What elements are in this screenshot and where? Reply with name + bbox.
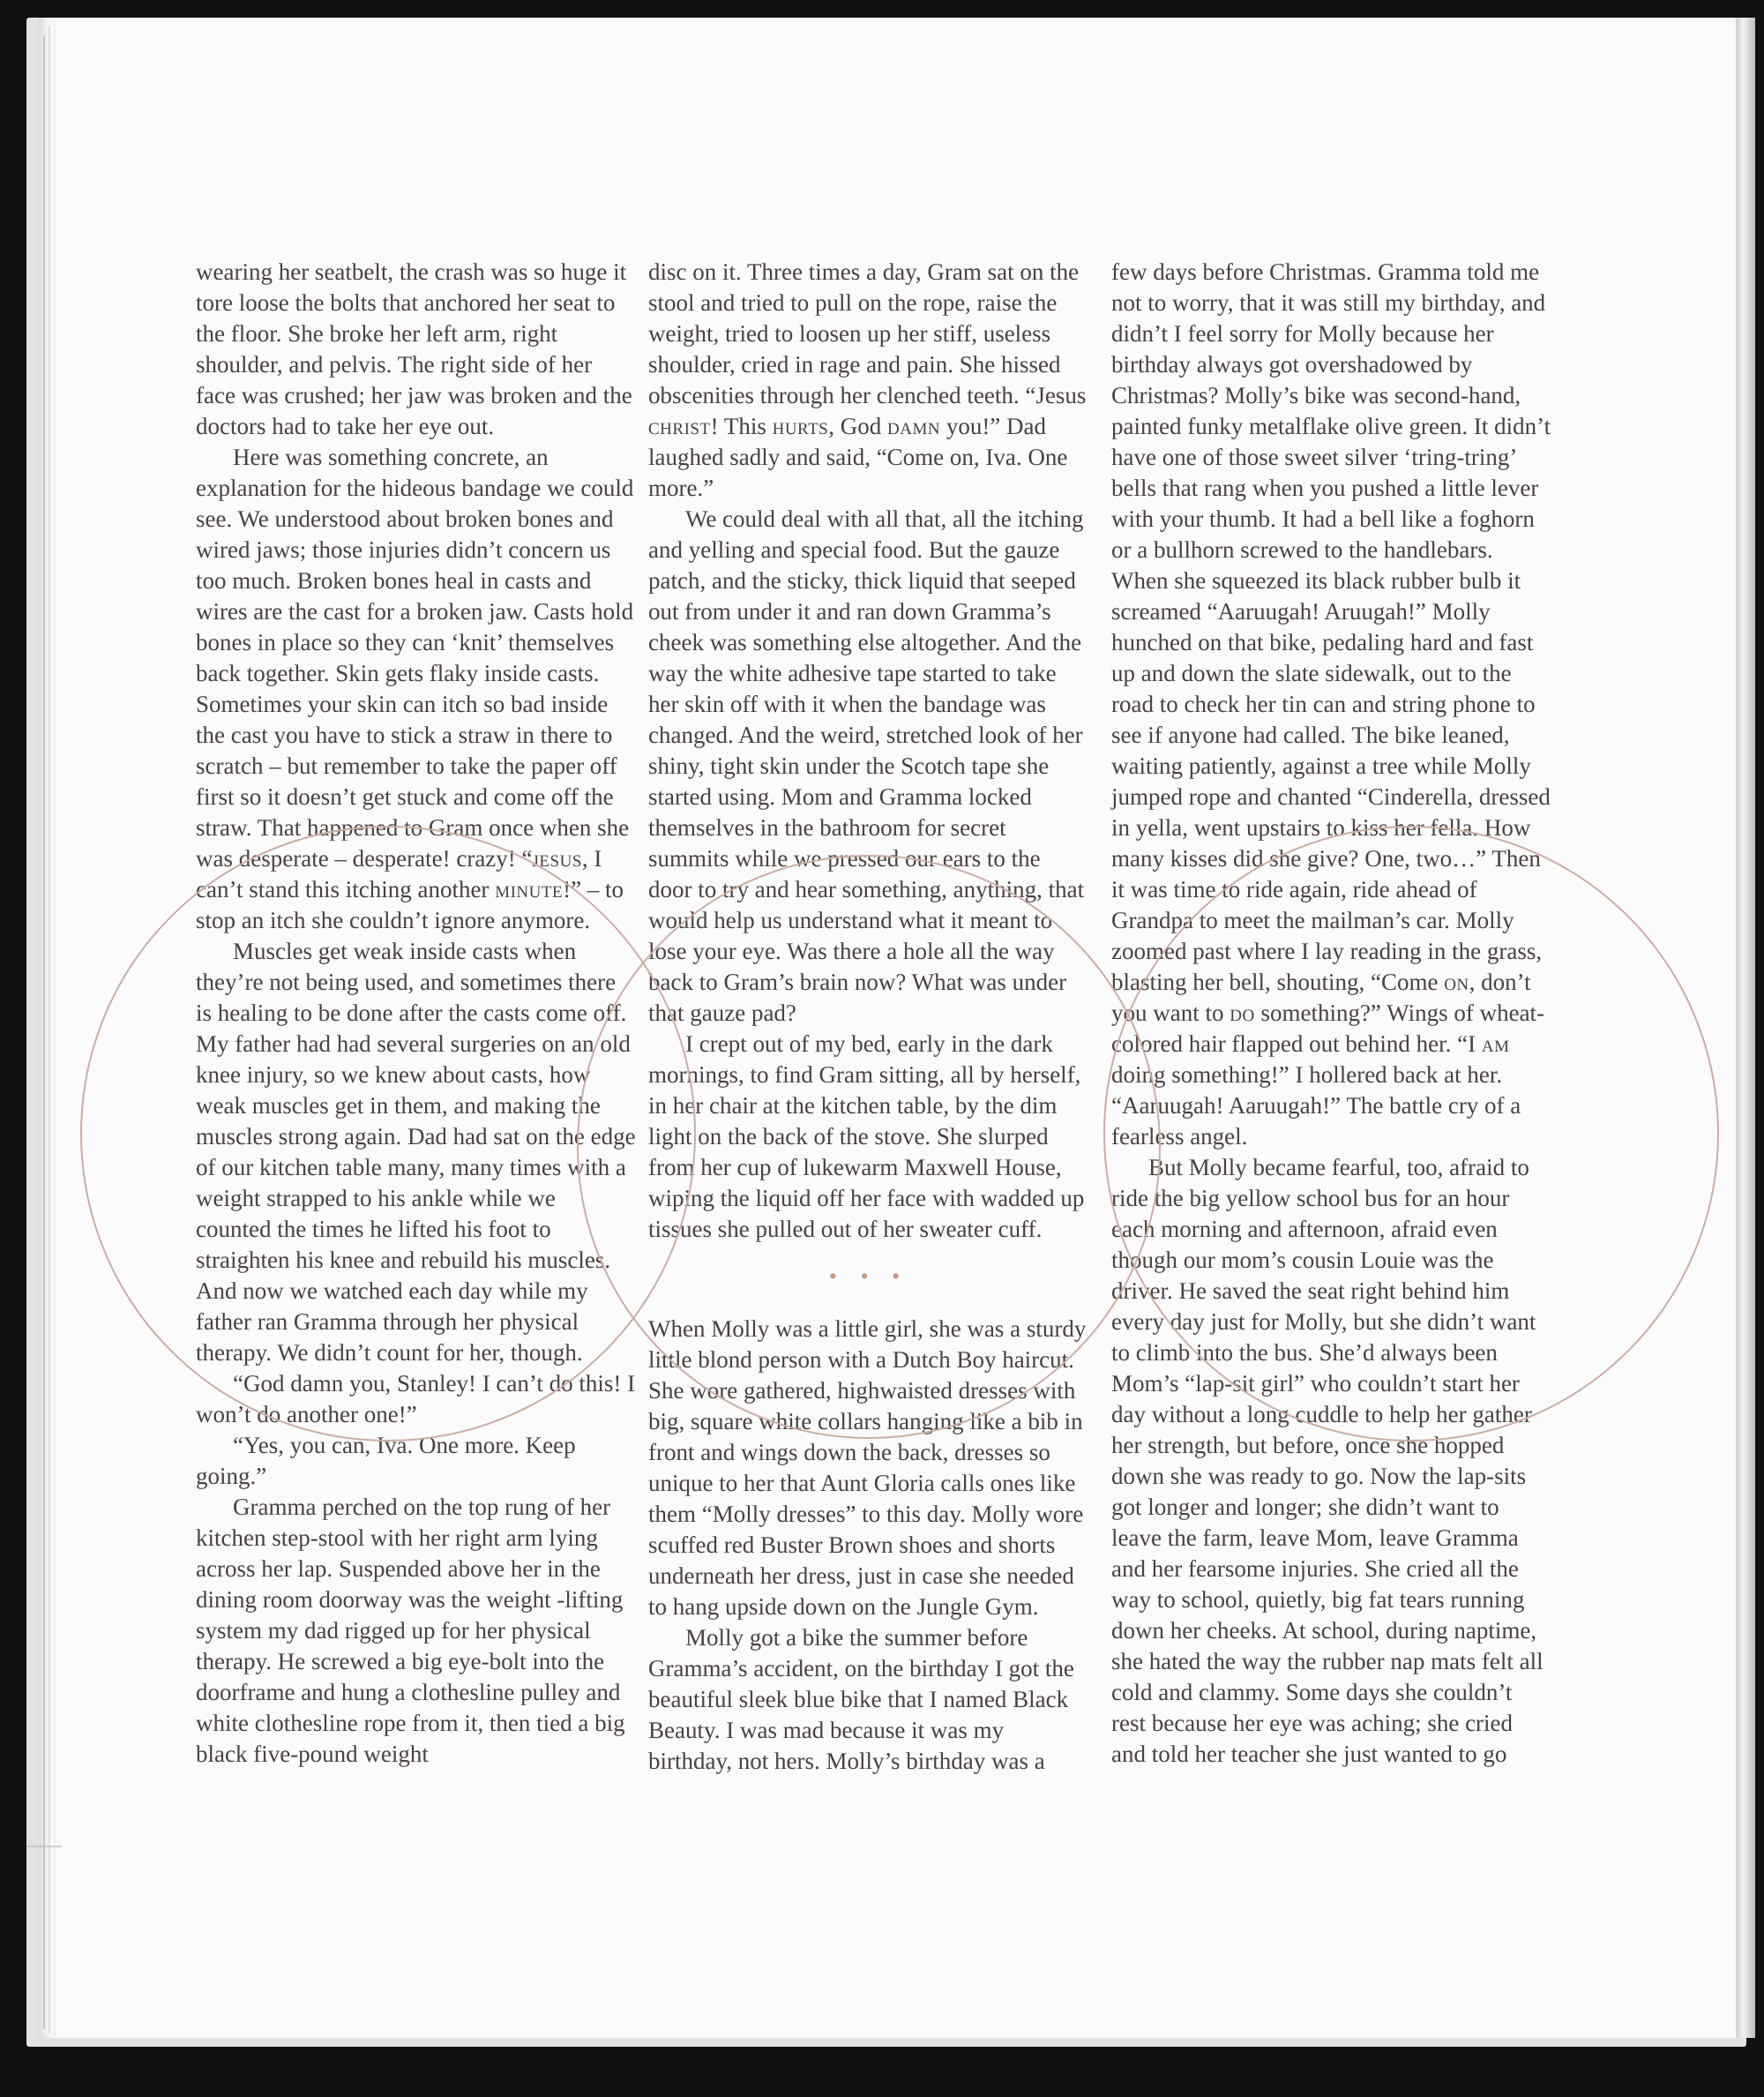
paragraph: We could deal with all that, all the itching and yelling and special food. But the gauze patch, and the sticky, thick liquid that seeped out from under it and ran down Gramma’s cheek was something else altogether. And the way the white adhesive tape started to take her skin off with it when the bandage was changed. And the weird, stretched look of her shiny, tight skin under the Scotch tape she started using. Mom and Gramma locked themselves in the bathroom for secret summits while we pressed our ears to the door to try and hear something, anything, that would help us understand what it meant to lose your eye. Was there a hole all the way back to Gram’s brain now? What was under that gauze pad? <box>648 506 1085 1026</box>
paragraph: Gramma perched on the top rung of her kitchen step-stool with her right arm lying across her lap. Suspended above her in the dining room doorway was the weight -lifting system my dad rigged up for her physical therapy. He screwed a big eye-bolt into the doorframe and hung a clothesline pulley and white clothesline rope from it, then tied a big black five-pound weight <box>196 1494 625 1767</box>
section-break-dots: • • • <box>828 1263 909 1289</box>
paragraph: But Molly became fearful, too, afraid to ride the big yellow school bus for an hour each morning and afternoon, afraid even though our mom’s cousin Louie was the driver. He saved the seat right behind him every day just for Molly, but she didn’t want to climb into the bus. She’d always been Mom’s “lap-sit girl” who couldn’t start her day without a long cuddle to help her gather her strength, but before, once she hopped down she was ready to go. Now the lap-sits got longer and longer; she didn’t want to leave the farm, leave Mom, leave Gramma and her fearsome injuries. She cried all the way to school, quietly, big fat tears running down her cheeks. At school, during naptime, she hated the way the rubber nap mats felt all cold and clammy. Some days she couldn’t rest because her eye was aching; she cried and told her teacher she just wanted to go <box>1111 1154 1544 1767</box>
paragraph: “God damn you, Stanley! I can’t do this! I won’t do another one!” <box>196 1370 636 1427</box>
text-column-middle <box>648 257 1089 1777</box>
paragraph: few days before Christmas. Gramma told me not to worry, that it was still my birthday, and didn’t I feel sorry for Molly because her birthday always got overshadowed by Christmas? Molly’s bike was second-hand, painted funky metalflake olive green. It didn’t have one of those sweet silver ‘tring-tring’ bells that rang when you pushed a little lever with your thumb. It had a bell like a foghorn or a bullhorn screwed to the handlebars. When she squeezed its black rubber bulb it screamed “Aaruugah! Aruugah!” Molly hunched on that bike, pedaling hard and fast up and down the slate sidewalk, out to the road to check her tin can and string phone to see if anyone had called. The bike leaned, waiting patiently, against a tree while Molly jumped rope and chanted “Cinderella, dressed in yella, went upstairs to kiss her fella. How many kisses did she give? One, two…” Then it was time to ride again, ride ahead of Grandpa to meet the mailman’s car. Molly zoomed past where I lay reading in the grass, blasting her bell, shouting, “Come on, don’t you want to do something?” Wings of wheat-colored hair flapped out behind her. “I am doing something!” I hollered back at her. “Aaruugah! Aaruugah!” The battle cry of a fearless angel. <box>1111 258 1551 1150</box>
text-column-left <box>196 257 637 1770</box>
paragraph: Molly got a bike the summer before Gramma’s accident, on the birthday I got the beautiful sleek blue bike that I named Black Beauty. I was mad because it was my birthday, not hers. Molly’s birthday was a <box>648 1624 1074 1774</box>
paragraph: Here was something concrete, an explanation for the hideous bandage we could see. We understood about broken bones and wired jaws; those injuries didn’t concern us too much. Broken bones heal in casts and wires are the cast for a broken jaw. Casts hold bones in place so they can ‘knit’ themselves back together. Skin gets flaky inside casts. Sometimes your skin can itch so bad inside the cast you have to stick a straw in there to scratch – but remember to take the paper off first so it doesn’t get stuck and come off the straw. That happened to Gram once when she was desperate – desperate! crazy! “jesus, I can’t stand this itching another minute!” – to stop an itch she couldn’t ignore anymore. <box>196 444 634 933</box>
paragraph: When Molly was a little girl, she was a sturdy little blond person with a Dutch Boy haircut. She wore gathered, highwaisted dresses with big, square white collars hanging like a bib in front and wings down the back, dresses so unique to her that Aunt Gloria calls ones like them “Molly dresses” to this day. Molly wore scuffed red Buster Brown shoes and shorts underneath her dress, just in case she needed to hang upside down on the Jungle Gym. <box>648 1315 1087 1620</box>
book-spine-edge <box>1736 18 1755 2038</box>
paragraph: disc on it. Three times a day, Gram sat on the stool and tried to pull on the rope, raise the weight, tried to loosen up her stiff, useless shoulder, cried in rage and pain. She hissed obscenities through her clenched teeth. “Jesus christ! This hurts, God damn you!” Dad laughed sadly and said, “Come on, Iva. One more.” <box>648 258 1087 501</box>
paragraph: wearing her seatbelt, the crash was so huge it tore loose the bolts that anchored her seat to the floor. She broke her left arm, right shoulder, and pelvis. The right side of her face was crushed; her jaw was broken and the doctors had to take her eye out. <box>196 258 632 439</box>
paragraph: Muscles get weak inside casts when they’re not being used, and sometimes there is healing to be done after the casts come off. My father had had several surgeries on an old knee injury, so we knew about casts, how weak muscles get in them, and making the muscles strong again. Dad had sat on the edge of our kitchen table many, many times with a weight strapped to his ankle while we counted the times he lifted his foot to straighten his knee and rebuild his muscles. And now we watched each day while my father ran Gramma through her physical therapy. We didn’t count for her, though. <box>196 938 636 1366</box>
paragraph: “Yes, you can, Iva. One more. Keep going.” <box>196 1432 576 1489</box>
text-column-right <box>1111 257 1552 1770</box>
paragraph: I crept out of my bed, early in the dark mornings, to find Gram sitting, all by herself, in her chair at the kitchen table, by the dim light on the back of the stove. She slurped from her cup of lukewarm Maxwell House, wiping the liquid off her face with wadded up tissues she pulled out of her sweater cuff. <box>648 1030 1085 1242</box>
